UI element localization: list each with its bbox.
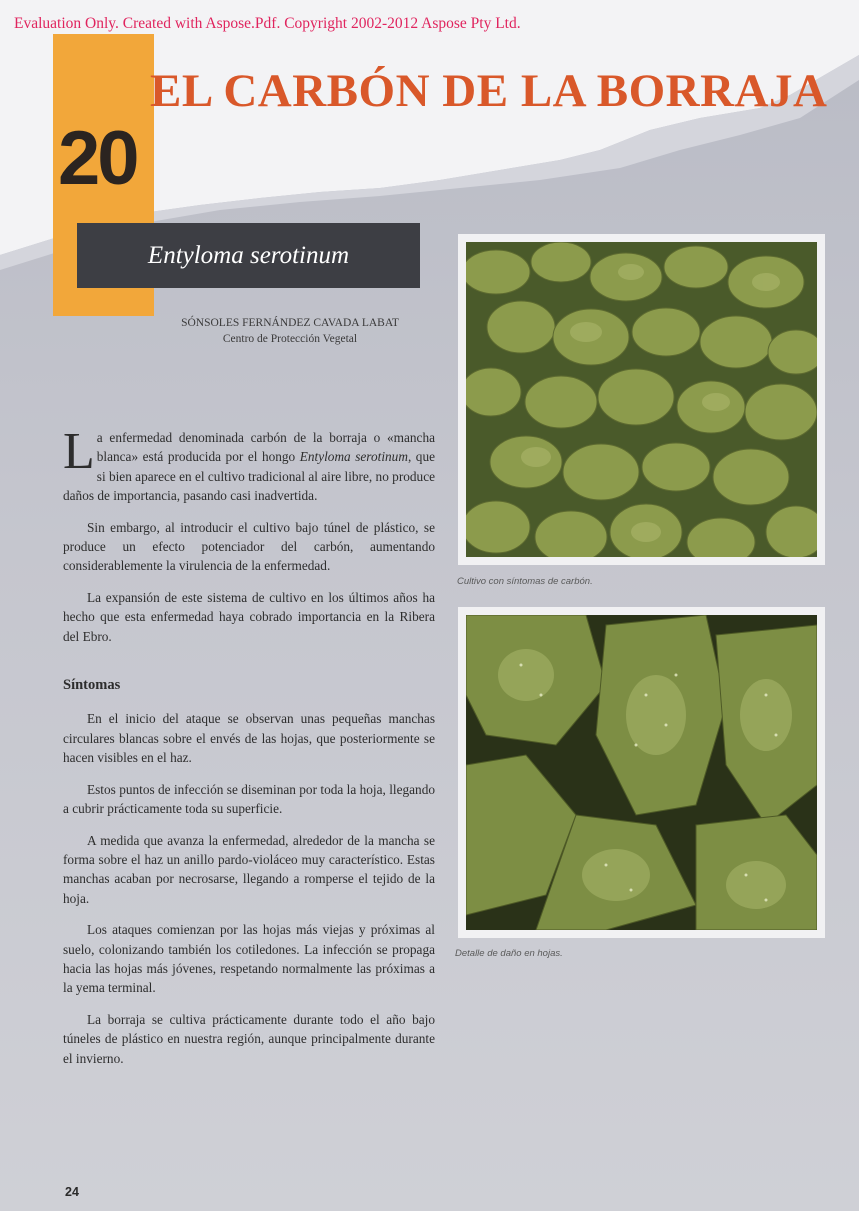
intro-species: Entyloma serotinum (299, 449, 408, 465)
symptoms-paragraph: La borraja se cultiva prácticamente durante todo el año bajo túneles de plástico en nuestra región, aunque principalmente durante el invierno. (63, 1011, 435, 1066)
author-name: SÓNSOLES FERNÁNDEZ CAVADA LABAT (181, 317, 399, 329)
photo-caption: Cultivo con síntomas de carbón. (457, 576, 593, 587)
watermark-text: Evaluation Only. Created with Aspose.Pdf. Copyright 2002-2012 Aspose Pty Ltd. (14, 15, 521, 32)
photo-leaf-damage-frame (458, 607, 825, 938)
photo-borage-crop (466, 242, 817, 557)
page-number: 24 (65, 1185, 79, 1199)
drop-cap: L (63, 423, 95, 480)
symptoms-paragraph: En el inicio del ataque se observan unas pequeñas manchas circulares blancas sobre el envés de las hojas, que posteriormente se hacen visibles en el haz. (63, 711, 435, 766)
photo-caption: Detalle de daño en hojas. (455, 948, 563, 959)
intro-paragraph-1 (63, 423, 435, 506)
symptoms-paragraph: A medida que avanza la enfermedad, alrededor de la mancha se forma sobre el haz un anillo pardo-violáceo muy característico. Estas manchas acaban por necrosarse, llegando a romperse el tejido de la hoja. (63, 832, 435, 906)
intro-text-a: a enfermedad denominada carbón de la borraja o «mancha blanca» está producida por el hongo (96, 430, 435, 465)
author-block (120, 315, 460, 347)
intro-paragraph-3: La expansión de este sistema de cultivo en los últimos años ha hecho que esta enfermedad haya cobrado importancia en la Ribera del Ebro. (63, 589, 435, 644)
symptoms-paragraph: Estos puntos de infección se diseminan por toda la hoja, llegando a cubrir prácticamente toda su superficie. (63, 781, 435, 817)
symptoms-heading: Síntomas (63, 677, 121, 694)
photo-borage-crop-frame (458, 234, 825, 565)
photo-leaf-damage (466, 615, 817, 930)
intro-paragraph-2: Sin embargo, al introducir el cultivo bajo túnel de plástico, se produce un efecto potenciador del carbón, aumentando considerablemente la virulencia de la enfermedad. (63, 519, 435, 574)
intro-text-b: , que si bien aparece en el cultivo tradicional al aire libre, no produce daños de importancia, pasando casi inadvertida. (63, 449, 435, 504)
article-body (63, 423, 435, 1080)
species-name: Entyloma serotinum (147, 241, 350, 269)
symptoms-paragraph: Los ataques comienzan por las hojas más viejas y próximas al suelo, colonizando también los cotiledones. La infección se propaga hacia las hojas más jóvenes, respetando normalmente las próximas a la yema terminal. (63, 922, 435, 996)
species-banner (77, 223, 420, 288)
author-affiliation: Centro de Protección Vegetal (222, 333, 358, 346)
article-title: EL CARBÓN DE LA BORRAJA (150, 65, 828, 117)
chapter-number: 20 (58, 116, 137, 201)
